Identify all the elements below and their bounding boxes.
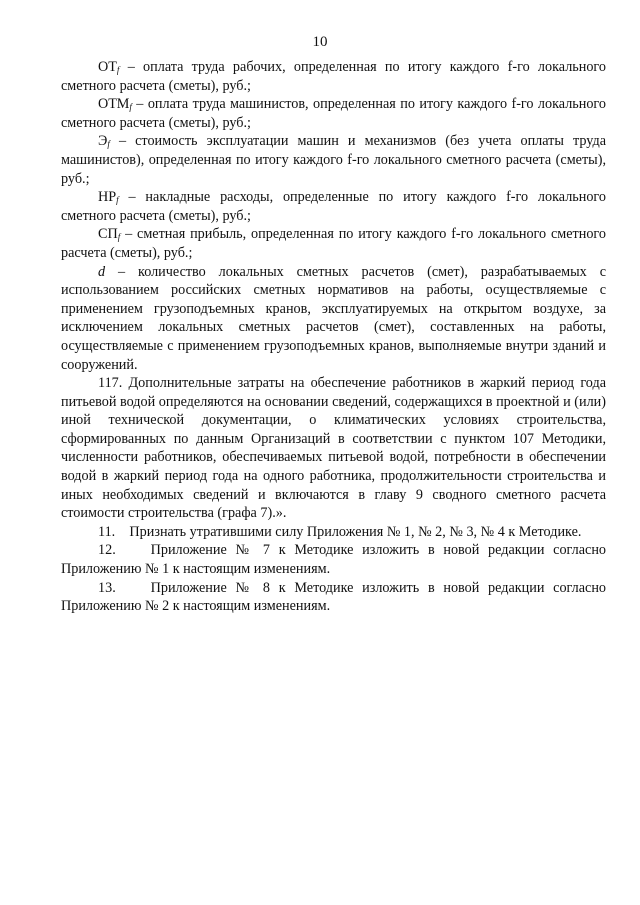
definition-subscript: f — [129, 102, 132, 113]
item-text: Приложение № 7 к Методике изложить в новой редакции согласно Приложению № 1 к настоящим изменениям. — [61, 542, 607, 578]
definition-text: – количество локальных сметных расчетов (смет), разрабатываемых с использованием российских сметных нормативов на работы, осуществляемые с применением грузоподъемных кранов, эксплуатируемых на открытом воздухе, за исключением локальных сметных расчетов (смет), составленных на работы, осуществляемые с применением грузоподъемных кранов, выполняемые внутри зданий и сооружений. — [61, 263, 606, 373]
item-number: 13. — [98, 579, 116, 596]
definition-subscript: f — [116, 65, 120, 75]
definition-nr — [61, 188, 606, 225]
definition-symbol: ОТМ — [98, 96, 130, 113]
definition-symbol: ОТ — [98, 59, 117, 75]
definition-text: – стоимость эксплуатации машин и механизмов (без учета оплаты труда машинистов), определенная по итогу каждого f-го локального сметного расчета (сметы), руб.; — [61, 133, 606, 187]
definition-text: – накладные расходы, определенные по итогу каждого f-го локального сметного расчета (сметы), руб.; — [61, 189, 606, 224]
list-item-11 — [61, 523, 606, 542]
definition-subscript: f — [116, 195, 119, 206]
definition-subscript: f — [117, 232, 121, 243]
page-number: 10 — [312, 34, 328, 50]
paragraph-117: 117. Дополнительные затраты на обеспечение работников в жаркий период года питьевой водой определяются на основании сведений, содержащихся в проектной и (или) иной технической документации, о климатических условиях строительства, сформированных по данным Организаций в соответствии с пунктом 107 Методики, численности работников, обеспечиваемых питьевой водой, потребности в обеспечении водой в жаркий период года на одного работника, продолжительности строительства и иных необходимых сведений и включаются в главу 9 сводного сметного расчета стоимости строительства (графа 7).». — [61, 375, 606, 522]
definition-symbol: СП — [98, 226, 118, 243]
definition-symbol: d — [98, 263, 106, 280]
definition-text: – сметная прибыль, определенная по итогу каждого f-го локального сметного расчета (сметы), руб.; — [61, 226, 606, 261]
item-text: Приложение № 8 к Методике изложить в новой редакции согласно Приложению № 2 к настоящим изменениям. — [61, 579, 607, 615]
definition-otm — [61, 95, 606, 132]
item-number: 11. — [98, 523, 116, 540]
list-item-12 — [61, 541, 606, 578]
definition-text: – оплата труда рабочих, определенная по итогу каждого f-го локального сметного расчета (сметы), руб.; — [61, 59, 606, 94]
item-text: Признать утратившими силу Приложения № 1, № 2, № 3, № 4 к Методике. — [129, 523, 582, 540]
definition-subscript: f — [107, 139, 110, 150]
item-number: 12. — [98, 542, 116, 559]
definition-text: – оплата труда машинистов, определенная по итогу каждого f-го локального сметного расчета (сметы), руб.; — [61, 96, 606, 131]
definition-ot — [61, 58, 606, 95]
definition-symbol: Э — [98, 133, 108, 150]
definition-sp — [61, 225, 606, 262]
document-body — [61, 58, 606, 616]
list-item-13 — [61, 579, 606, 616]
definition-symbol: НР — [98, 189, 117, 206]
definition-d — [61, 263, 606, 375]
definition-e — [61, 132, 606, 188]
